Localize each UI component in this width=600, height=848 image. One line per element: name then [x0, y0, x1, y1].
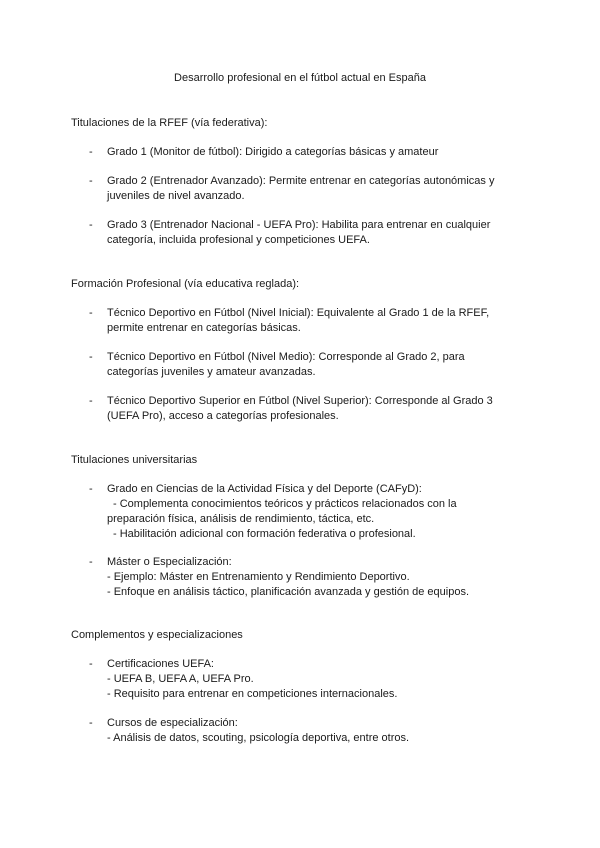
sub-item-text: - Enfoque en análisis táctico, planificación avanzada y gestión de equipos.: [107, 586, 470, 598]
section-heading: Titulaciones universitarias: [71, 454, 198, 466]
section-fp: [71, 277, 531, 422]
list-item-text: Técnico Deportivo en Fútbol (Nivel Inicial): Equivalente al Grado 1 de la RFEF, permite entrenar en categorías básicas.: [107, 307, 490, 334]
sub-item-text: - UEFA B, UEFA A, UEFA Pro.: [107, 673, 254, 685]
bullet-dash: -: [89, 395, 93, 407]
section-rfef: [71, 116, 531, 246]
list-item-text: Técnico Deportivo Superior en Fútbol (Nivel Superior): Corresponde al Grado 3 (UEFA Pro), acceso a categorías profesionales.: [107, 395, 493, 422]
section-heading: Complementos y especializaciones: [71, 629, 243, 641]
list-item: [89, 145, 501, 160]
sub-item-text: - Análisis de datos, scouting, psicología deportiva, entre otros.: [107, 732, 410, 744]
document-title: Desarrollo profesional en el fútbol actual en España: [174, 72, 426, 84]
list-item: [89, 174, 501, 204]
list-item-text: Máster o Especialización:: [107, 556, 232, 568]
list-item-text: Grado 3 (Entrenador Nacional - UEFA Pro): Habilita para entrenar en cualquier categoría, incluida profesional y competiciones UEFA.: [107, 219, 491, 246]
list-item: [89, 350, 501, 380]
list-item: [89, 657, 501, 702]
bullet-dash: -: [89, 307, 93, 319]
list-item-text: Técnico Deportivo en Fútbol (Nivel Medio): Corresponde al Grado 2, para categorías juveniles y amateur avanzadas.: [107, 351, 465, 378]
list-item: [89, 394, 501, 424]
sub-item-text: - Habilitación adicional con formación federativa o profesional.: [113, 528, 416, 540]
list-item: [89, 482, 501, 542]
bullet-dash: -: [89, 219, 93, 231]
bullet-dash: -: [89, 483, 93, 495]
list-item-text: Certificaciones UEFA:: [107, 658, 214, 670]
list-item: [89, 716, 501, 746]
sub-item-text: - Ejemplo: Máster en Entrenamiento y Rendimiento Deportivo.: [107, 571, 410, 583]
bullet-dash: -: [89, 717, 93, 729]
bullet-dash: -: [89, 556, 93, 568]
sub-item-text: - Requisito para entrenar en competiciones internacionales.: [107, 688, 398, 700]
list-item: [89, 555, 501, 600]
section-heading: Titulaciones de la RFEF (vía federativa):: [71, 117, 268, 129]
bullet-dash: -: [89, 658, 93, 670]
list-item-text: Cursos de especialización:: [107, 717, 238, 729]
section-complementos: [71, 628, 531, 744]
section-universidad: [71, 453, 531, 598]
bullet-dash: -: [89, 175, 93, 187]
list-item-text: Grado 1 (Monitor de fútbol): Dirigido a categorías básicas y amateur: [107, 146, 439, 158]
section-heading: Formación Profesional (vía educativa reglada):: [71, 278, 300, 290]
list-item-text: Grado 2 (Entrenador Avanzado): Permite entrenar en categorías autonómicas y juveniles de nivel avanzado.: [107, 175, 495, 202]
sub-item-text: - Complementa conocimientos teóricos y prácticos relacionados con la preparación física, análisis de rendimiento, táctica, etc.: [107, 498, 457, 525]
bullet-dash: -: [89, 351, 93, 363]
list-item: [89, 306, 501, 336]
list-item-text: Grado en Ciencias de la Actividad Física y del Deporte (CAFyD):: [107, 483, 422, 495]
list-item: [89, 218, 501, 248]
bullet-dash: -: [89, 146, 93, 158]
